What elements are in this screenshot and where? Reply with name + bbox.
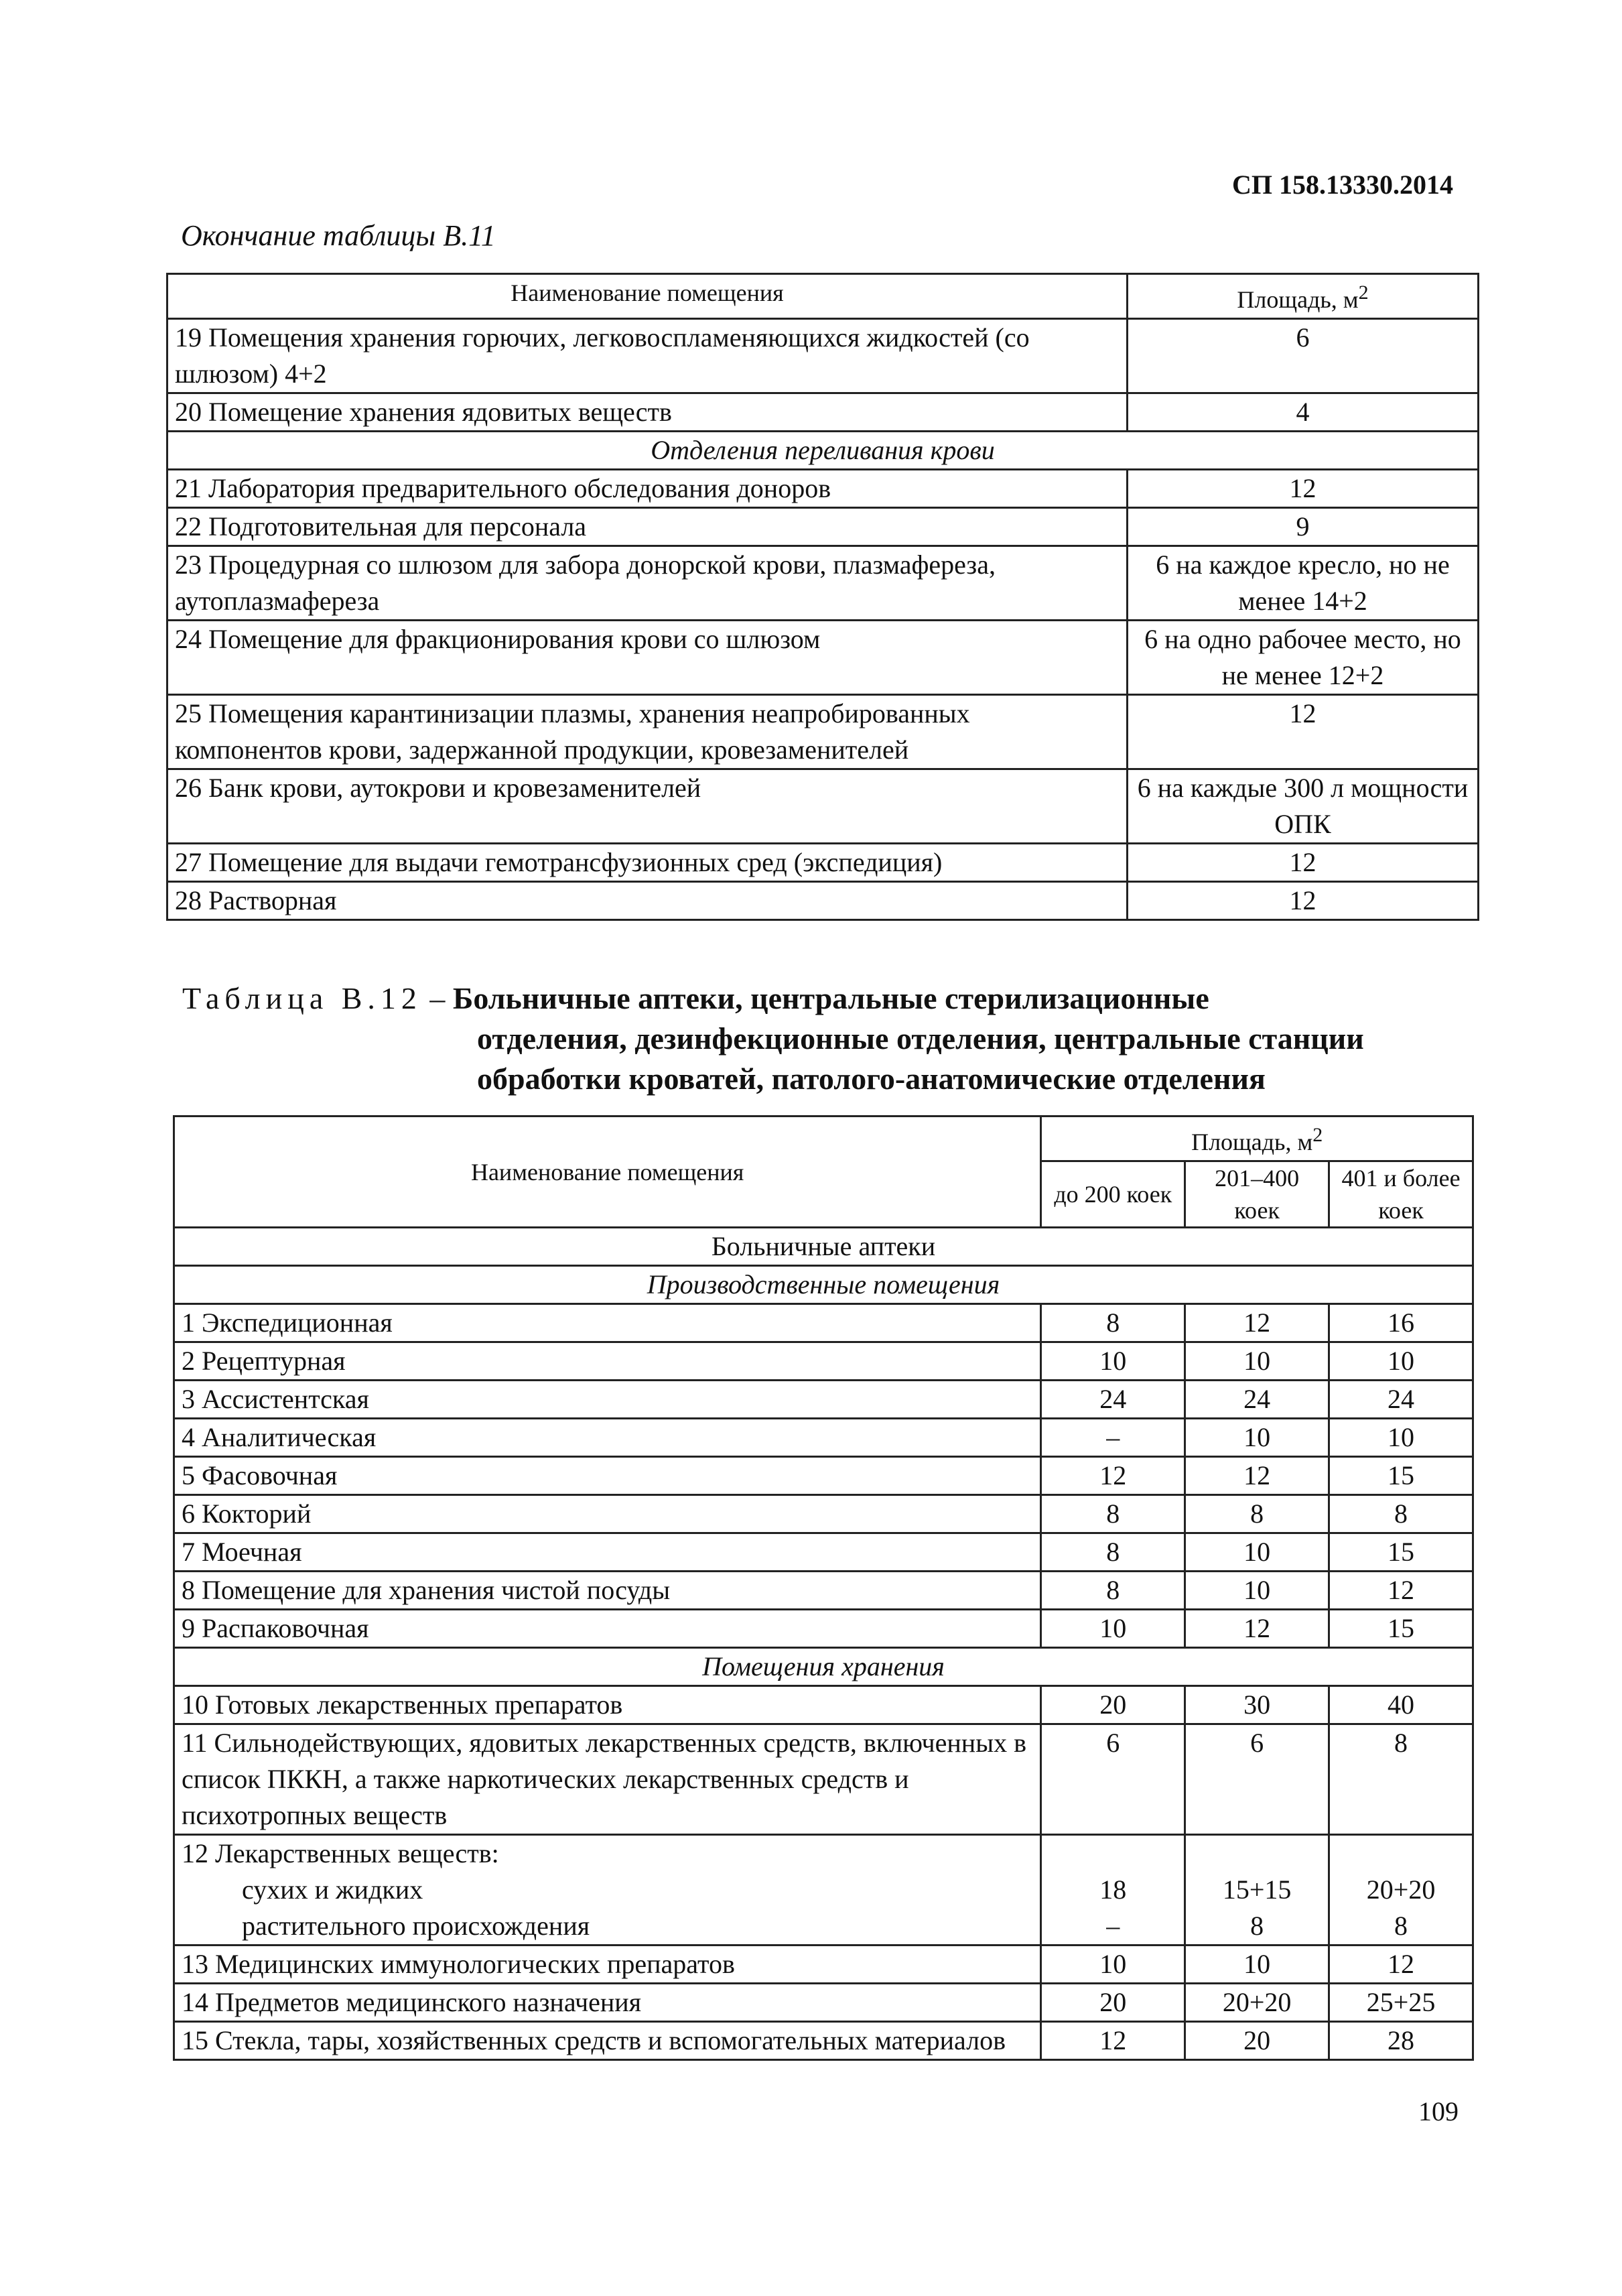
page-number: 109: [1418, 2096, 1459, 2126]
table-header-row: [174, 1117, 1473, 1161]
room-name: 24 Помещение для фракционирования крови со шлюзом: [167, 621, 1128, 695]
value-up-to-200: 8: [1041, 1304, 1185, 1342]
room-area: 4: [1128, 393, 1479, 432]
room-name: 21 Лаборатория предварительного обследования доноров: [167, 470, 1128, 508]
room-area: 6 на каждое кресло, но не менее 14+2: [1128, 546, 1479, 621]
value-201-400: 12: [1185, 1457, 1329, 1495]
room-name: 22 Подготовительная для персонала: [167, 508, 1128, 546]
table-row: [174, 1342, 1473, 1381]
room-name: 8 Помещение для хранения чистой посуды: [174, 1572, 1041, 1610]
section-title: Производственные помещения: [174, 1266, 1473, 1304]
value-up-to-200: 8: [1041, 1495, 1185, 1533]
value-up-to-200: 24: [1041, 1381, 1185, 1419]
value-up-to-200: 8: [1041, 1572, 1185, 1610]
header-area: Площадь, $м^2$: [1041, 1117, 1473, 1161]
value-401-plus: 10: [1329, 1342, 1473, 1381]
table-row: [174, 2022, 1473, 2060]
document-code: СП 158.13330.2014: [1232, 170, 1453, 200]
value-401-plus: 12: [1329, 1946, 1473, 1984]
value-401-plus: 40: [1329, 1686, 1473, 1724]
value-201-400: 10: [1185, 1572, 1329, 1610]
room-area: 6: [1128, 319, 1479, 393]
title-dash: –: [421, 981, 453, 1015]
value-up-to-200: 12: [1041, 2022, 1185, 2060]
section-title: Помещения хранения: [174, 1648, 1473, 1686]
value-401-plus: 20+20 8: [1329, 1835, 1473, 1946]
room-name: [174, 1835, 1041, 1946]
room-area: 12: [1128, 470, 1479, 508]
value-401-plus: 24: [1329, 1381, 1473, 1419]
group-row: [174, 1228, 1473, 1266]
table-continuation-caption: Окончание таблицы В.11: [181, 219, 496, 252]
section-title: Отделения переливания крови: [167, 432, 1479, 470]
value-401-plus: 15: [1329, 1533, 1473, 1572]
value-201-400: 12: [1185, 1304, 1329, 1342]
room-area: 12: [1128, 844, 1479, 882]
value-201-400: 10: [1185, 1533, 1329, 1572]
room-name: 4 Аналитическая: [174, 1419, 1041, 1457]
value-401-plus: 10: [1329, 1419, 1473, 1457]
room-name: 25 Помещения карантинизации плазмы, хранения неапробированных компонентов крови, задержанной продукции, кровезаменителей: [167, 695, 1128, 769]
value-401-plus: 25+25: [1329, 1984, 1473, 2022]
room-name: 5 Фасовочная: [174, 1457, 1041, 1495]
room-name: 9 Распаковочная: [174, 1610, 1041, 1648]
value-up-to-200: 10: [1041, 1342, 1185, 1381]
value-201-400: 24: [1185, 1381, 1329, 1419]
table-row: [174, 1457, 1473, 1495]
room-subitem-dry-liquid: сухих и жидких: [242, 1874, 423, 1905]
value-401-plus: 8: [1329, 1724, 1473, 1835]
room-area: 6 на каждые 300 л мощности ОПК: [1128, 769, 1479, 844]
table-row: [174, 1419, 1473, 1457]
value-up-to-200: 10: [1041, 1610, 1185, 1648]
value-201-400: 15+15 8: [1185, 1835, 1329, 1946]
table-row: [174, 1946, 1473, 1984]
value-up-to-200: 12: [1041, 1457, 1185, 1495]
header-201-400-beds: 201–400 коек: [1185, 1161, 1329, 1228]
table-row: [174, 1495, 1473, 1533]
section-row: [174, 1648, 1473, 1686]
header-up-to-200-beds: до 200 коек: [1041, 1161, 1185, 1228]
table-row: [167, 319, 1479, 393]
table-row: [167, 621, 1479, 695]
value-201-400: 10: [1185, 1946, 1329, 1984]
room-name: 15 Стекла, тары, хозяйственных средств и вспомогательных материалов: [174, 2022, 1041, 2060]
value-up-to-200: 18 –: [1041, 1835, 1185, 1946]
value-401-plus: 15: [1329, 1610, 1473, 1648]
room-area: 12: [1128, 882, 1479, 920]
table-row: [167, 882, 1479, 920]
room-name: 19 Помещения хранения горючих, легковоспламеняющихся жидкостей (со шлюзом) 4+2: [167, 319, 1128, 393]
room-name: 3 Ассистентская: [174, 1381, 1041, 1419]
room-name: 6 Кокторий: [174, 1495, 1041, 1533]
table-row: [174, 1724, 1473, 1835]
value-201-400: 10: [1185, 1342, 1329, 1381]
table-row: [167, 393, 1479, 432]
value-201-400: 20: [1185, 2022, 1329, 2060]
section-row: [174, 1266, 1473, 1304]
room-name: 28 Растворная: [167, 882, 1128, 920]
room-name: 26 Банк крови, аутокрови и кровезаменителей: [167, 769, 1128, 844]
table-row: [167, 546, 1479, 621]
table-row: [167, 769, 1479, 844]
title-line-3: обработки кроватей, патолого-анатомические отделения: [477, 1062, 1266, 1096]
header-401-plus-beds: 401 и более коек: [1329, 1161, 1473, 1228]
title-line-1: Больничные аптеки, центральные стерилизационные: [452, 981, 1209, 1015]
room-area: 9: [1128, 508, 1479, 546]
room-name: 1 Экспедиционная: [174, 1304, 1041, 1342]
room-name: 11 Сильнодействующих, ядовитых лекарственных средств, включенных в список ПККН, а также наркотических лекарственных средств и психотропных веществ: [174, 1724, 1041, 1835]
value-up-to-200: 8: [1041, 1533, 1185, 1572]
value-up-to-200: 20: [1041, 1686, 1185, 1724]
table-row: [174, 1835, 1473, 1946]
header-room-name: Наименование помещения: [167, 274, 1128, 319]
value-401-plus: 15: [1329, 1457, 1473, 1495]
room-name: 20 Помещение хранения ядовитых веществ: [167, 393, 1128, 432]
room-name: 14 Предметов медицинского назначения: [174, 1984, 1041, 2022]
value-up-to-200: 6: [1041, 1724, 1185, 1835]
value-201-400: 6: [1185, 1724, 1329, 1835]
table-b11: [166, 273, 1479, 921]
table-row: [174, 1381, 1473, 1419]
value-up-to-200: –: [1041, 1419, 1185, 1457]
room-name: 7 Моечная: [174, 1533, 1041, 1572]
value-201-400: 30: [1185, 1686, 1329, 1724]
section-row: [167, 432, 1479, 470]
table-label: Таблица В.12: [182, 981, 422, 1015]
value-201-400: 12: [1185, 1610, 1329, 1648]
table-header-row: [167, 274, 1479, 319]
value-401-plus: 28: [1329, 2022, 1473, 2060]
room-area: 6 на одно рабочее место, но не менее 12+2: [1128, 621, 1479, 695]
table-row: [167, 844, 1479, 882]
table-row: [174, 1984, 1473, 2022]
table-row: [167, 695, 1479, 769]
value-401-plus: 16: [1329, 1304, 1473, 1342]
table-b12: [173, 1115, 1474, 2061]
room-name: 10 Готовых лекарственных препаратов: [174, 1686, 1041, 1724]
room-name: 23 Процедурная со шлюзом для забора донорской крови, плазмафереза, аутоплазмафереза: [167, 546, 1128, 621]
value-up-to-200: 20: [1041, 1984, 1185, 2022]
table-row: [174, 1610, 1473, 1648]
value-201-400: 20+20: [1185, 1984, 1329, 2022]
room-group-title: 12 Лекарственных веществ:: [182, 1838, 499, 1868]
room-area: 12: [1128, 695, 1479, 769]
value-201-400: 8: [1185, 1495, 1329, 1533]
value-401-plus: 8: [1329, 1495, 1473, 1533]
header-area: Площадь, $м^2$: [1128, 274, 1479, 319]
table-b12-title: [182, 978, 1469, 1099]
room-name: 13 Медицинских иммунологических препаратов: [174, 1946, 1041, 1984]
table-row: [167, 470, 1479, 508]
value-401-plus: 12: [1329, 1572, 1473, 1610]
room-name: 2 Рецептурная: [174, 1342, 1041, 1381]
table-row: [174, 1533, 1473, 1572]
table-row: [174, 1304, 1473, 1342]
group-title: Больничные аптеки: [174, 1228, 1473, 1266]
table-row: [167, 508, 1479, 546]
value-201-400: 10: [1185, 1419, 1329, 1457]
table-row: [174, 1572, 1473, 1610]
value-up-to-200: 10: [1041, 1946, 1185, 1984]
room-subitem-herbal: растительного происхождения: [242, 1911, 590, 1941]
header-room-name: Наименование помещения: [174, 1117, 1041, 1228]
title-line-2: отделения, дезинфекционные отделения, центральные станции: [477, 1021, 1364, 1056]
table-row: [174, 1686, 1473, 1724]
room-name: 27 Помещение для выдачи гемотрансфузионных сред (экспедиция): [167, 844, 1128, 882]
